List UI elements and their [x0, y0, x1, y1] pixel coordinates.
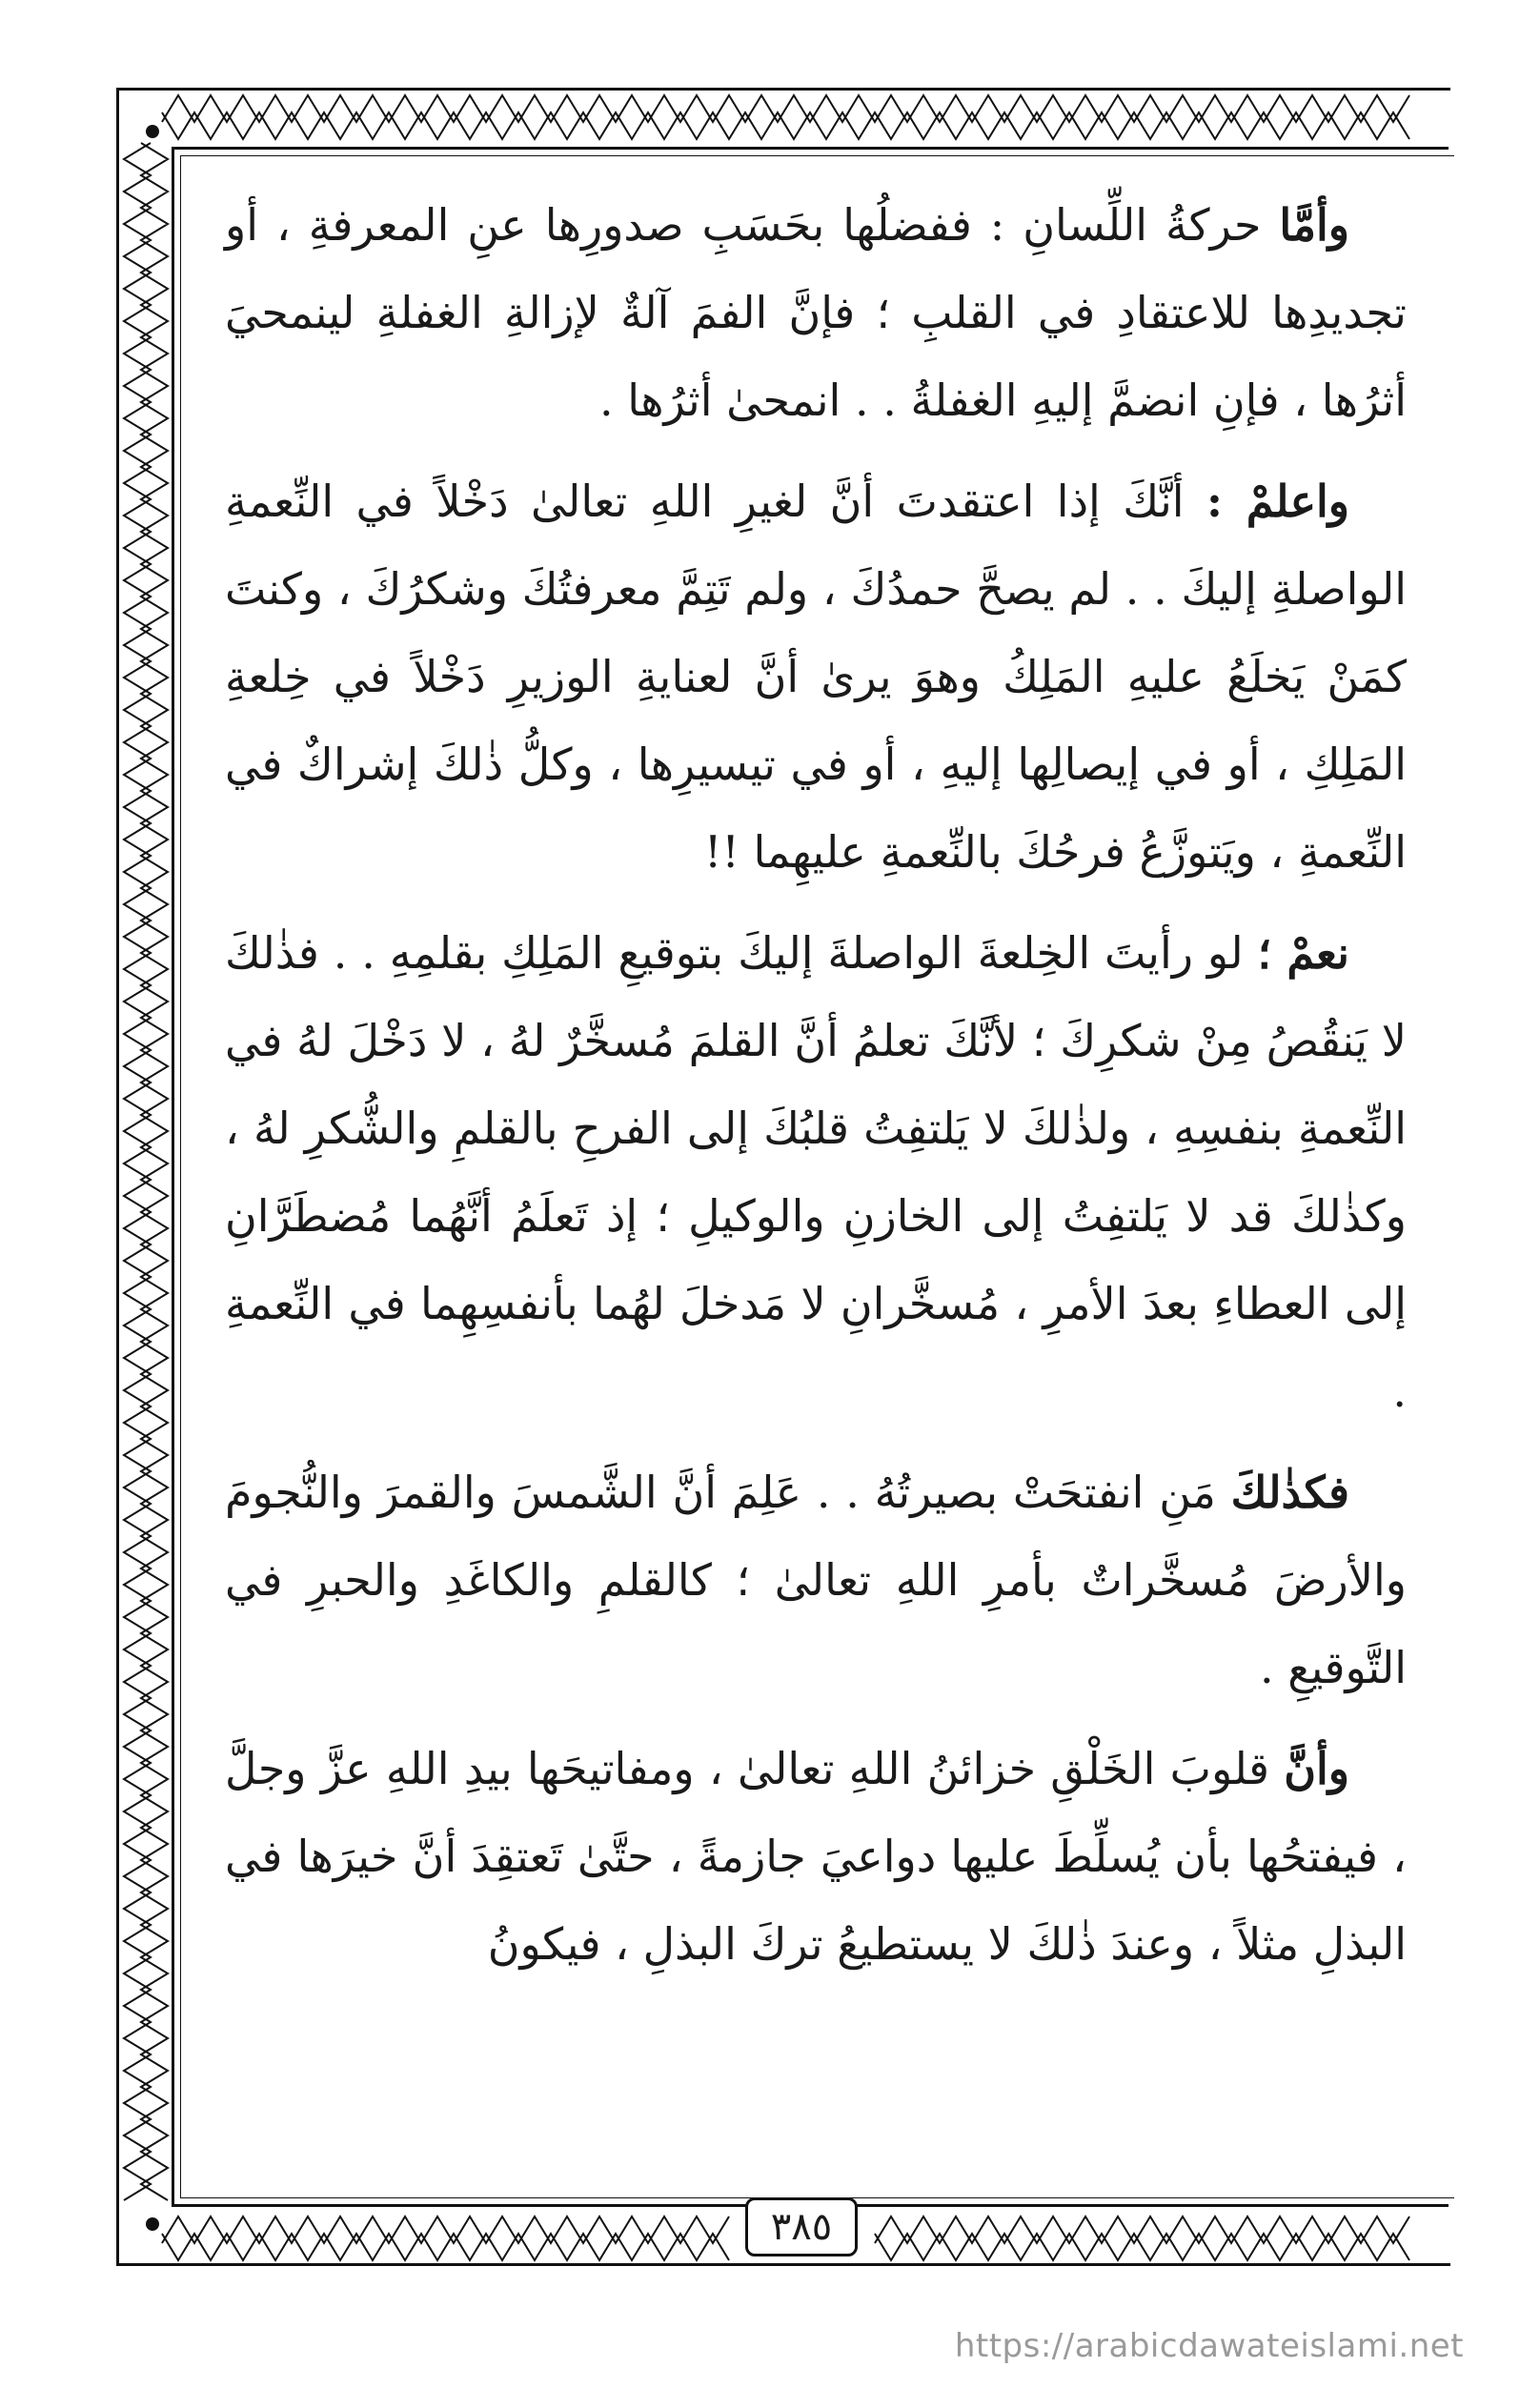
watermark-url: https://arabicdawateislami.net: [954, 2327, 1464, 2365]
paragraph-text: حركةُ اللِّسانِ : ففضلُها بحَسَبِ صدورِها عنِ المعرفةِ ، أو تجديدِها للاعتقادِ في القلبِ ؛ فإنَّ الفمَ آلةٌ لإزالةِ الغفلةِ لينمحيَ أثرُها ، فإنِ انضمَّ إليهِ الغفلةُ . . انمحىٰ أثرُها .: [225, 199, 1407, 426]
paragraph-text: لو رأيتَ الخِلعةَ الواصلةَ إليكَ بتوقيعِ المَلِكِ بقلمِهِ . . فذٰلكَ لا يَنقُصُ مِنْ شكرِكَ ؛ لأنَّكَ تعلمُ أنَّ القلمَ مُسخَّرٌ لهُ ، لا دَخْلَ لهُ في النِّعمةِ بنفسِهِ ، ولذٰلكَ لا يَلتفِتُ قلبُكَ إلى الفرحِ بالقلمِ والشُّكرِ لهُ ، وكذٰلكَ قد لا يَلتفِتُ إلى الخازنِ والوكيلِ ؛ إذ تَعلَمُ أنَّهُما مُضطَرَّانِ إلى العطاءِ بعدَ الأمرِ ، مُسخَّرانِ لا مَدخلَ لهُما بأنفسِهِما في النِّعمةِ .: [225, 927, 1407, 1417]
paragraph-lead: نعمْ ؛: [1257, 927, 1349, 979]
paragraph-lead: وأنَّ: [1284, 1743, 1350, 1794]
paragraph: [225, 181, 1407, 444]
paragraph-text: مَنِ انفتحَتْ بصيرتُهُ . . عَلِمَ أنَّ الشَّمسَ والقمرَ والنُّجومَ والأرضَ مُسخَّراتٌ بأمرِ اللهِ تعالىٰ ؛ كالقلمِ والكاغَدِ والحبرِ في التَّوقيعِ .: [225, 1467, 1407, 1693]
page-number: [745, 2197, 858, 2256]
paragraph: [225, 1448, 1407, 1711]
paragraph: [225, 1725, 1407, 1988]
paragraph: [225, 457, 1407, 896]
corner-dot-top: [146, 125, 159, 138]
corner-dot-bottom: [146, 2217, 159, 2231]
paragraph-lead: فكذٰلكَ: [1230, 1467, 1349, 1518]
paragraph: [225, 909, 1407, 1435]
paragraph-lead: وأمَّا: [1279, 199, 1349, 251]
paragraph-lead: واعلمْ :: [1206, 476, 1350, 527]
paragraph-text: قلوبَ الخَلْقِ خزائنُ اللهِ تعالىٰ ، ومفاتيحَها بيدِ اللهِ عزَّ وجلَّ ، فيفتحُها بأن يُسلِّطَ عليها دواعيَ جازمةً ، حتَّىٰ تَعتقِدَ أنَّ خيرَها في البذلِ مثلاً ، وعندَ ذٰلكَ لا يستطيعُ تركَ البذلِ ، فيكونُ: [225, 1743, 1407, 1970]
paragraph-text: أنَّكَ إذا اعتقدتَ أنَّ لغيرِ اللهِ تعالىٰ دَخْلاً في النِّعمةِ الواصلةِ إليكَ . . لم يصحَّ حمدُكَ ، ولم تَتِمَّ معرفتُكَ وشكرُكَ ، وكنتَ كمَنْ يَخلَعُ عليهِ المَلِكُ وهوَ يرىٰ أنَّ لعنايةِ الوزيرِ دَخْلاً في خِلعةِ المَلِكِ ، أو في إيصالِها إليهِ ، أو في تيسيرِها ، وكلُّ ذٰلكَ إشراكٌ في النِّعمةِ ، ويَتوزَّعُ فرحُكَ بالنِّعمةِ عليهِما !!: [225, 476, 1407, 878]
page-number-label: ٣٨٥: [770, 2205, 833, 2249]
body-text: [225, 181, 1407, 2001]
